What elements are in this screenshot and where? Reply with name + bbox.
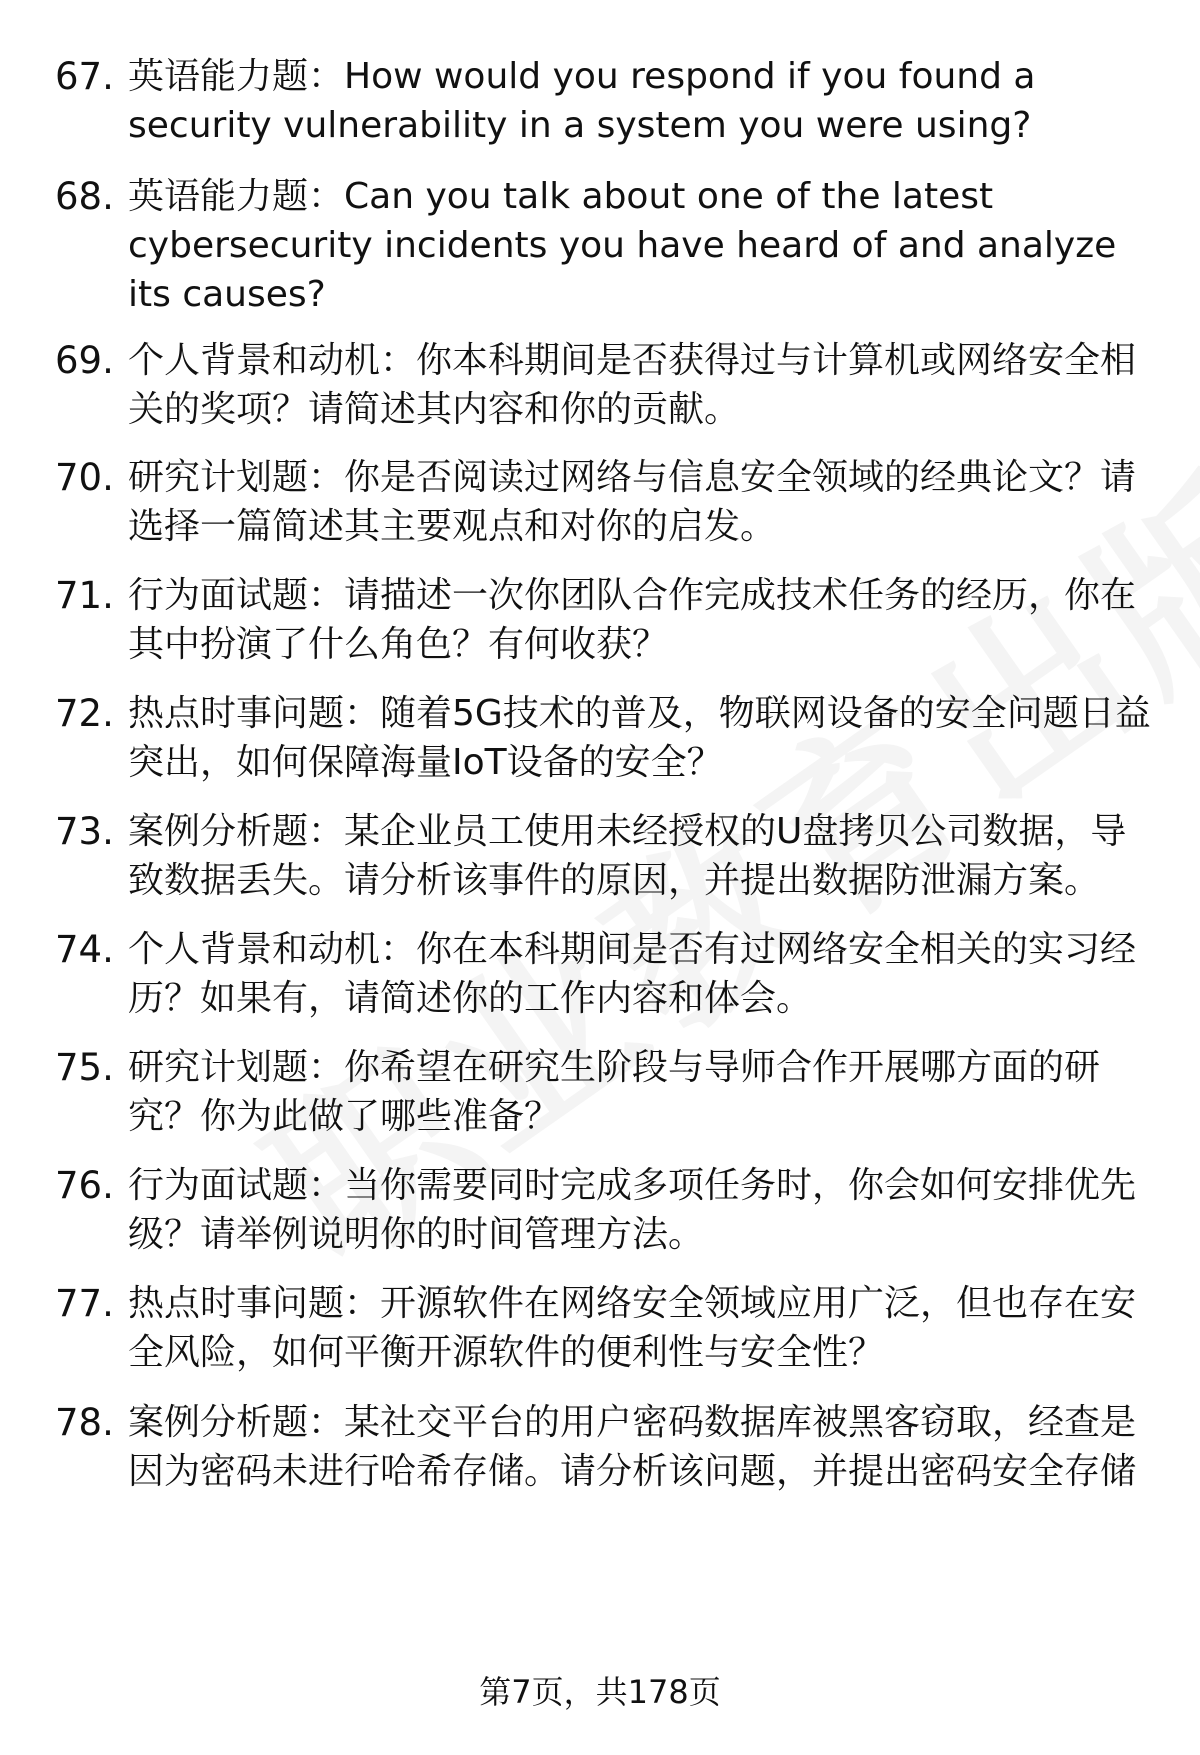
question-number: 71. <box>55 574 114 617</box>
question-number: 69. <box>55 339 114 382</box>
question-number: 74. <box>55 928 114 971</box>
question-text: 案例分析题：某社交平台的用户密码数据库被黑客窃取，经查是因为密码未进行哈希存储。请分析该问题，并提出密码安全存储 <box>128 1402 1137 1492</box>
question-text: 研究计划题：你是否阅读过网络与信息安全领域的经典论文？请选择一篇简述其主要观点和对你的启发。 <box>128 457 1137 547</box>
question-text: 个人背景和动机：你本科期间是否获得过与计算机或网络安全相关的奖项？请简述其内容和你的贡献。 <box>128 340 1137 430</box>
question-number: 72. <box>55 692 114 735</box>
question-number: 78. <box>55 1401 114 1444</box>
question-text: 行为面试题：当你需要同时完成多项任务时，你会如何安排优先级？请举例说明你的时间管理方法。 <box>128 1165 1137 1255</box>
question-text: 个人背景和动机：你在本科期间是否有过网络安全相关的实习经历？如果有，请简述你的工作内容和体会。 <box>128 929 1137 1019</box>
question-text: 热点时事问题：开源软件在网络安全领域应用广泛，但也存在安全风险，如何平衡开源软件的便利性与安全性？ <box>128 1283 1137 1373</box>
page-number-footer: 第7页，共178页 <box>479 1673 721 1711</box>
question-text: 英语能力题：How would you respond if you found a security vulnerability in a system you were using? <box>128 56 1036 146</box>
question-number: 77. <box>55 1282 114 1325</box>
question-number: 70. <box>55 456 114 499</box>
question-text: 英语能力题：Can you talk about one of the latest cybersecurity incidents you have heard of and analyze its causes? <box>128 176 1117 315</box>
question-text: 行为面试题：请描述一次你团队合作完成技术任务的经历，你在其中扮演了什么角色？有何收获？ <box>128 575 1137 665</box>
question-text: 案例分析题：某企业员工使用未经授权的U盘拷贝公司数据，导致数据丢失。请分析该事件的原因，并提出数据防泄漏方案。 <box>128 811 1127 901</box>
question-number: 75. <box>55 1046 114 1089</box>
question-number: 73. <box>55 810 114 853</box>
question-number: 68. <box>55 175 114 218</box>
question-text: 热点时事问题：随着5G技术的普及，物联网设备的安全问题日益突出，如何保障海量IoT设备的安全？ <box>128 693 1151 783</box>
question-number: 67. <box>55 55 114 98</box>
question-text: 研究计划题：你希望在研究生阶段与导师合作开展哪方面的研究？你为此做了哪些准备？ <box>128 1047 1101 1137</box>
question-number: 76. <box>55 1164 114 1207</box>
